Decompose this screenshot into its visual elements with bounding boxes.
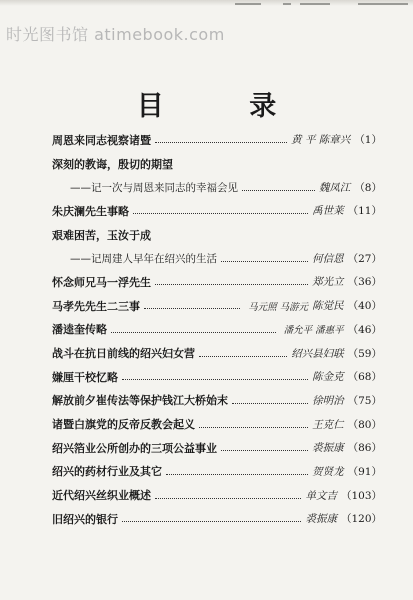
toc-entry-author: 陈觉民 xyxy=(312,300,344,313)
scan-mark xyxy=(235,3,261,5)
toc-entry[interactable] xyxy=(52,270,382,294)
scan-mark xyxy=(358,3,408,5)
toc-entry-author: 裘振康 xyxy=(305,513,337,526)
toc-entry-title: 朱庆澜先生事略 xyxy=(52,204,129,218)
toc-entry-title: 绍兴箔业公所创办的三项公益事业 xyxy=(52,441,217,455)
toc-entry-page: （68） xyxy=(347,371,382,384)
toc-entry-author: 王克仁 xyxy=(312,418,344,431)
toc-entry-title: 战斗在抗日前线的绍兴妇女营 xyxy=(52,347,195,361)
watermark: 时光图书馆 atimebook.com xyxy=(6,25,225,44)
toc-entry-author: 单文吉 xyxy=(305,489,337,502)
toc-entry-page: （91） xyxy=(347,465,382,478)
toc-entry-title: 周恩来同志视察诸暨 xyxy=(52,133,151,147)
dot-leader xyxy=(155,284,308,285)
toc-entry-author: 陈金克 xyxy=(312,371,344,384)
toc-entry-author: 贺贤龙 xyxy=(312,465,344,478)
toc-entry-page: （120） xyxy=(340,513,382,526)
toc-entry[interactable] xyxy=(52,507,382,531)
toc-entry[interactable] xyxy=(52,341,382,365)
toc-entry-page: （11） xyxy=(347,205,382,218)
dot-leader xyxy=(166,474,308,475)
toc-entry-page: （59） xyxy=(347,347,382,360)
toc-entry-page: （75） xyxy=(347,394,382,407)
toc-entry-author: 郑光立 xyxy=(312,276,344,289)
toc-entry-author: 裘振康 xyxy=(312,442,344,455)
dot-leader xyxy=(199,427,308,428)
toc-entry-title: 解放前夕崔传法等保护钱江大桥始末 xyxy=(52,394,228,408)
toc-entry-title: 诸暨白旗党的反帝反教会起义 xyxy=(52,418,195,432)
toc-entry-author: 潘允平 潘惠平 xyxy=(283,325,344,337)
dot-leader xyxy=(155,142,287,143)
toc-entry-page: （8） xyxy=(354,181,382,194)
toc-entry-title: 艰难困苦，玉汝于成 xyxy=(52,228,151,242)
dot-leader xyxy=(199,356,287,357)
toc-entry-page: （36） xyxy=(347,276,382,289)
toc-entry-page: （1） xyxy=(354,134,382,147)
toc-entry-subtitle[interactable] xyxy=(52,246,382,270)
dot-leader xyxy=(122,379,308,380)
toc-entry[interactable] xyxy=(52,294,382,318)
dot-leader xyxy=(221,450,308,451)
toc-entry[interactable] xyxy=(52,152,382,176)
toc-entry-page: （80） xyxy=(347,418,382,431)
dot-leader xyxy=(242,190,315,191)
toc-entry[interactable] xyxy=(52,223,382,247)
toc-entry-author: 魏凤江 xyxy=(318,181,351,194)
toc-entry-title: 深刻的教诲，殷切的期望 xyxy=(52,157,173,171)
toc-entry[interactable] xyxy=(52,318,382,342)
toc-entry-title: 近代绍兴丝织业概述 xyxy=(52,489,151,503)
scan-mark xyxy=(300,3,330,5)
dot-leader xyxy=(111,332,276,333)
toc-entry[interactable] xyxy=(52,460,382,484)
toc-entry-author: 禹世莱 xyxy=(312,205,344,218)
toc-entry-page: （46） xyxy=(347,323,382,336)
dot-leader xyxy=(133,213,308,214)
dot-leader xyxy=(144,308,240,309)
toc-entry-title: 怀念师兄马一浮先生 xyxy=(52,275,151,289)
toc-entry-title: ——记一次与周恩来同志的幸福会见 xyxy=(70,181,238,194)
table-of-contents xyxy=(52,128,382,531)
toc-entry[interactable] xyxy=(52,199,382,223)
toc-entry-subtitle[interactable] xyxy=(52,175,382,199)
toc-entry[interactable] xyxy=(52,436,382,460)
toc-entry-coauthor: 马元照 马游元 xyxy=(248,301,309,313)
dot-leader xyxy=(221,261,308,262)
toc-entry-title: ——记周建人早年在绍兴的生活 xyxy=(70,252,217,265)
toc-entry-title: 潘逵奎传略 xyxy=(52,323,107,337)
toc-entry-author: 徐明治 xyxy=(312,394,344,407)
scan-mark xyxy=(283,3,291,5)
toc-entry-title: 绍兴的药材行业及其它 xyxy=(52,465,162,479)
toc-entry-title: 嫌厘干校忆略 xyxy=(52,370,118,384)
toc-entry-page: （103） xyxy=(340,489,382,502)
toc-entry[interactable] xyxy=(52,483,382,507)
toc-entry-page: （27） xyxy=(347,252,382,265)
toc-entry-author: 何信恩 xyxy=(312,252,344,265)
dot-leader xyxy=(122,521,301,522)
toc-entry[interactable] xyxy=(52,128,382,152)
toc-entry[interactable] xyxy=(52,412,382,436)
toc-entry-page: （86） xyxy=(347,442,382,455)
page-top-edge xyxy=(0,0,413,6)
dot-leader xyxy=(155,498,301,499)
dot-leader xyxy=(232,403,308,404)
toc-entry-page: （40） xyxy=(347,300,382,313)
toc-entry[interactable] xyxy=(52,389,382,413)
toc-entry-title: 马孝先先生二三事 xyxy=(52,299,140,313)
toc-entry-title: 旧绍兴的银行 xyxy=(52,512,118,526)
toc-entry-author: 黄 平 陈章兴 xyxy=(291,134,351,147)
toc-entry[interactable] xyxy=(52,365,382,389)
page-title: 目 录 xyxy=(136,91,315,122)
toc-entry-author: 绍兴县妇联 xyxy=(291,347,344,360)
